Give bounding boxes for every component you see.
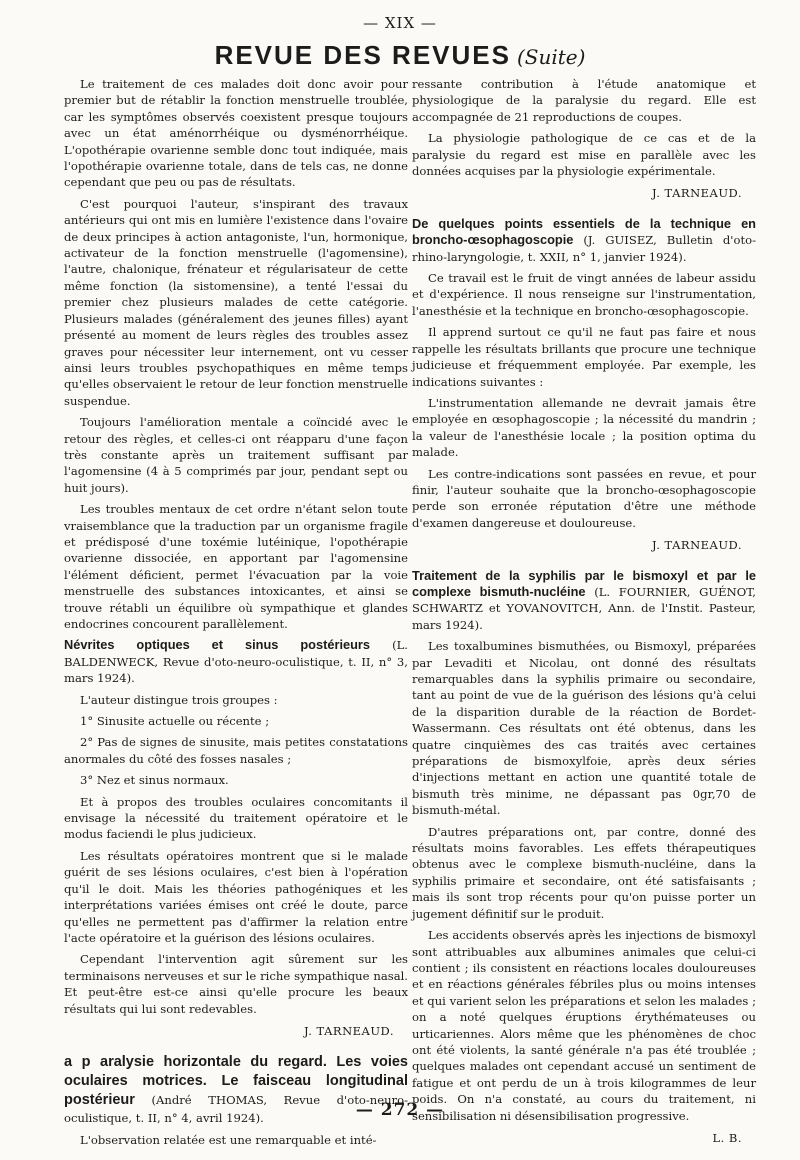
left-column <box>64 76 408 1153</box>
journal-subtitle: (Suite) <box>516 45 586 69</box>
section-number: — XIX — <box>363 14 437 32</box>
article-heading <box>412 216 756 265</box>
paragraph: Les accidents observés après les injections de bismoxyl sont attribuables aux albumines animales que celui-ci contient ; ils consistent en réactions locales douloureuses et en réactions générales fébriles plus ou moins intenses et qui varient selon les préparations et selon les malades ; on a noté quelques éruptions érythémateuses ou urticariennes. Alors même que les phénomènes de choc ont été violents, la santé générale n'a pas été troublée ; quelques malades ont cependant accusé un sentiment de fatigue et ont perdu de un à trois kilogrammes de leur poids. On n'a constaté, au cours du traitement, ni sensibilisation ni désensibilisation progressive. <box>412 928 756 1123</box>
article-reference: (J. GUISEZ, Bulletin d'oto-rhino-laryngologie, t. XXII, n° 1, janvier 1924). <box>412 233 756 264</box>
author-signature: L. B. <box>712 1130 742 1145</box>
author-signature: J. TARNEAUD. <box>652 186 742 201</box>
article-reference: (André THOMAS, Revue d'oto-neuro-oculistique, t. II, n° 4, avril 1924). <box>64 1093 408 1126</box>
paragraph: ressante contribution à l'étude anatomique et physiologique de la paralysie du regard. Elle est accompagnée de 21 reproductions de coupes. <box>412 77 756 124</box>
list-item: 1° Sinusite actuelle ou récente ; <box>80 714 270 729</box>
list-item: 3° Nez et sinus normaux. <box>80 773 229 788</box>
list-item: 2° Pas de signes de sinusite, mais petites constatations anormales du côté des fosses nasales ; <box>64 735 408 766</box>
paragraph: Cependant l'intervention agit sûrement sur les terminaisons nerveuses et sur le riche sympathique nasal. Et peut-être est-ce ainsi qu'elle procure les beaux résultats qui lui sont redevables. <box>64 952 408 1016</box>
paragraph: L'observation relatée est une remarquable et inté- <box>80 1132 377 1147</box>
paragraph: Ce travail est le fruit de vingt années de labeur assidu et d'expérience. Il nous renseigne sur l'instrumentation, l'anesthésie et la technique en broncho-œsophagoscopie. <box>412 271 756 318</box>
page-number: — 272 — <box>355 1100 445 1120</box>
paragraph: C'est pourquoi l'auteur, s'inspirant des travaux antérieurs qui ont mis en lumière l'existence dans l'ovaire de deux principes à action antagoniste, l'un, hormonique, activateur de la fonction menstruelle (l'agomensine), l'autre, chalonique, frénateur et régularisateur de cette même fonction (la sistomensine), a tenté l'essai du premier chez plusieurs malades de cette catégorie. Plusieurs malades (généralement des jeunes filles) ayant présenté au moment de leurs règles des troubles assez graves pour nécessiter leur internement, ont vu cesser ainsi leurs troubles psychopathiques en même temps qu'elles observaient le retour de leur fonction menstruelle suspendue. <box>64 196 408 408</box>
article-heading <box>64 637 408 686</box>
paragraph: Les contre-indications sont passées en revue, et pour finir, l'auteur souhaite que la broncho-œsophagoscopie perde son erronée réputation d'être une méthode d'examen dangereuse et douloureuse. <box>412 466 756 530</box>
paragraph: Et à propos des troubles oculaires concomitants il envisage la nécessité du traitement opératoire et le modus faciendi le plus judicieux. <box>64 794 408 842</box>
paragraph: Il apprend surtout ce qu'il ne faut pas faire et nous rappelle les résultats brillants que procure une technique judicieuse et fréquemment employée. Par exemple, les indications suivantes : <box>412 325 756 389</box>
paragraph: D'autres préparations ont, par contre, donné des résultats moins favorables. Les effets thérapeutiques obtenus avec le complexe bismuth-nucléine, dans la syphilis primaire et secondaire, ont été satisfaisants ; mais ils sont trop récents pour qu'on puisse porter un jugement définitif sur le produit. <box>412 824 756 921</box>
paragraph: Toujours l'amélioration mentale a coïncidé avec le retour des règles, et celles-ci ont réapparu d'une façon très constante après un traitement suffisant par l'agomensine (4 à 5 comprimés par jour, pendant sept ou huit jours). <box>64 415 408 495</box>
article-title: Traitement de la syphilis par le bismoxyl et par le complexe bismuth-nucléine <box>412 567 756 599</box>
paragraph: La physiologie pathologique de ce cas et de la paralysie du regard est mise en parallèle avec les données acquises par la physiologie expérimentale. <box>412 131 756 179</box>
journal-title: REVUE DES REVUES <box>214 40 511 70</box>
page-header <box>0 40 800 71</box>
paragraph: Le traitement de ces malades doit donc avoir pour premier but de rétablir la fonction menstruelle troublée, car les symptômes observés coexistent presque toujours avec un état aménorrhéique ou dysménorrhéique. L'opothérapie ovarienne semble donc tout indiquée, mais l'opothérapie ovarienne totale, dans de tels cas, ne donne cependant que peu ou pas de résultats. <box>64 77 408 190</box>
article-reference: (L. BALDENWECK, Revue d'oto-neuro-oculistique, t. II, n° 3, mars 1924). <box>64 638 408 686</box>
author-signature: J. TARNEAUD. <box>652 538 742 553</box>
paragraph: Les résultats opératoires montrent que si le malade guérit de ses lésions oculaires, c'est bien à l'opération qu'il le doit. Mais les théories pathogéniques et les interprétations variées émises ont créé le doute, parce qu'elles ne permettent pas d'affirmer la relation entre l'acte opératoire et la guérison des lésions oculaires. <box>64 848 408 945</box>
article-title: De quelques points essentiels de la technique en broncho-œsophagoscopie <box>412 215 756 248</box>
paragraph: L'instrumentation allemande ne devrait jamais être employée en œsophagoscopie ; la nécessité du mandrin ; la valeur de l'anesthésie locale ; la position optima du malade. <box>412 395 756 460</box>
author-signature: J. TARNEAUD. <box>304 1023 394 1038</box>
article-reference: (L. FOURNIER, GUÉNOT, SCHWARTZ et YOVANOVITCH, Ann. de l'Instit. Pasteur, mars 1924). <box>412 584 756 632</box>
article-title: Névrites optiques et sinus postérieurs <box>64 637 371 653</box>
right-column <box>412 76 756 1160</box>
paragraph: L'auteur distingue trois groupes : <box>80 692 278 707</box>
article-title: a p aralysie horizontale du regard. Les voies oculaires motrices. Le faisceau longitudinal postérieur <box>64 1054 408 1109</box>
article-heading <box>412 568 756 634</box>
paragraph: Les troubles mentaux de cet ordre n'étant selon toute vraisemblance que la traduction par un organisme fragile et prédisposé d'une toxémie lutéinique, l'opothérapie ovarienne dissociée, en apportant par l'agomensine l'élément déficient, permet l'évacuation par la voie menstruelle des substances intoxicantes, et ainsi se trouve rétabli un équilibre où sympathique et glandes endocrines concourent parallèlement. <box>64 502 408 631</box>
paragraph: Les toxalbumines bismuthées, ou Bismoxyl, préparées par Levaditi et Nicolau, ont donné des résultats remarquables dans la syphilis primaire ou secondaire, tant au point de vue de la guérison des lésions qu'à celui de la disparition durable de la réaction de Bordet- Wassermann. Ces résultats ont été obtenus, dans les quatre cinquièmes des cas traités avec certaines préparations de bismoxylfoie, après deux séries d'injections mettant en action une quantité totale de bismuth très minime, ne dépassant pas 0gr,70 de bismuth-métal. <box>412 639 756 818</box>
